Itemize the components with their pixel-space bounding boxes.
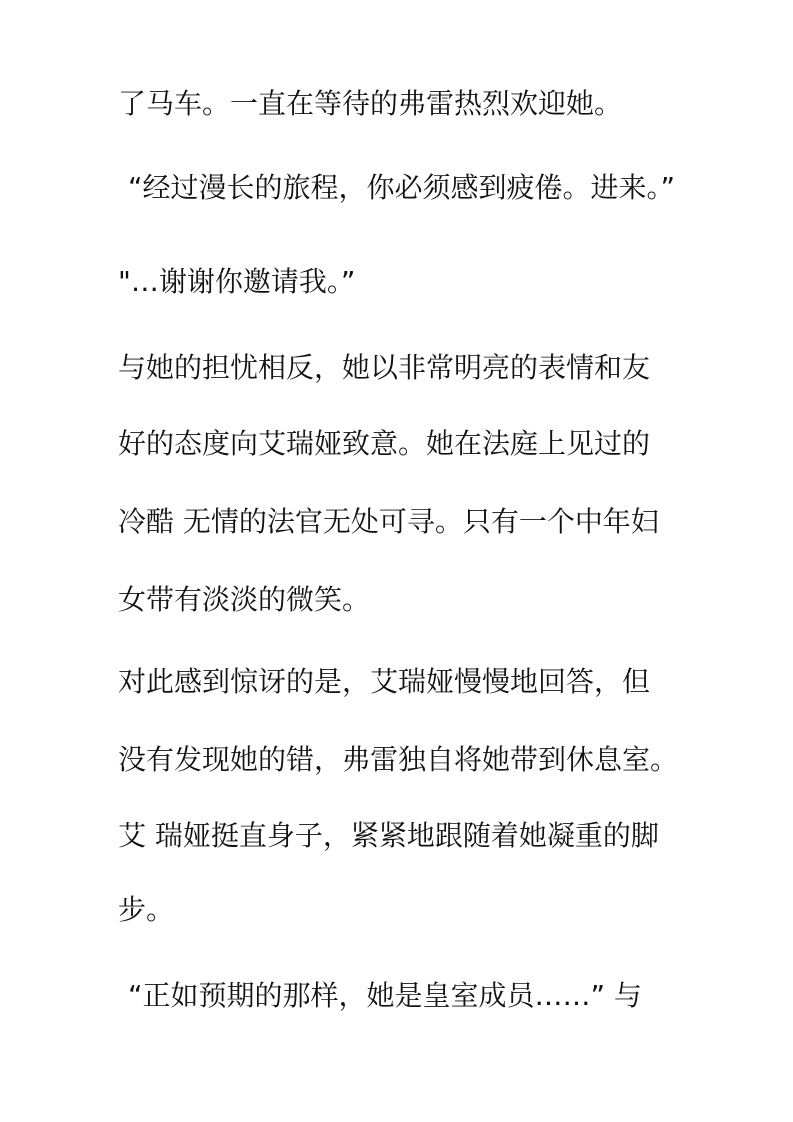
text-line-4: 与她的担忧相反，她以非常明亮的表情和友 xyxy=(118,351,651,384)
text-line-5: 好的态度向艾瑞娅致意。她在法庭上见过的 xyxy=(118,427,651,460)
text-line-11: 步。 xyxy=(118,893,175,926)
text-line-2: “经过漫长的旅程，你必须感到疲倦。进来。” xyxy=(128,171,676,204)
text-line-12: “正如预期的那样，她是皇室成员……” 与 xyxy=(128,979,642,1012)
text-line-1: 了马车。一直在等待的弗雷热烈欢迎她。 xyxy=(118,87,623,120)
text-line-9: 没有发现她的错，弗雷独自将她带到休息室。 xyxy=(118,743,679,776)
text-line-10: 艾 瑞娅挺直身子，紧紧地跟随着她凝重的脚 xyxy=(118,819,659,852)
text-line-3: "…谢谢你邀请我。” xyxy=(118,265,356,298)
text-line-6: 冷酷 无情的法官无处可寻。只有一个中年妇 xyxy=(118,505,659,538)
text-line-7: 女带有淡淡的微笑。 xyxy=(118,583,371,616)
text-line-8: 对此感到惊讶的是，艾瑞娅慢慢地回答，但 xyxy=(118,665,651,698)
